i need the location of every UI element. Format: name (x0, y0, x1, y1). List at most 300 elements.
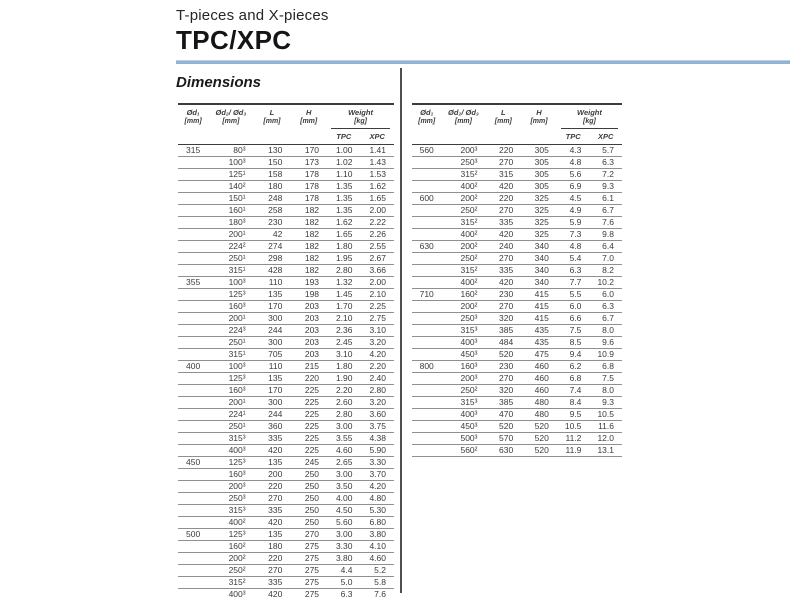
cell-d1: 630 (412, 241, 441, 253)
table-cell: 250 (290, 481, 327, 493)
table-cell: 5.7 (589, 145, 622, 157)
table-cell: 1.41 (361, 145, 395, 157)
table-cell: 225 (290, 433, 327, 445)
table-cell: 400³ (208, 589, 253, 600)
table-cell: 320 (485, 313, 521, 325)
dimensions-table-right (412, 103, 622, 457)
table-row (178, 169, 394, 181)
table-row (178, 421, 394, 433)
cell-d1: 710 (412, 289, 441, 301)
table-cell: 11.6 (589, 421, 622, 433)
table-row (178, 409, 394, 421)
cell-d1 (178, 325, 208, 337)
table-cell: 7.3 (557, 229, 590, 241)
table-cell: 335 (485, 217, 521, 229)
table-cell: 2.10 (327, 313, 360, 325)
table-cell: 4.9 (557, 205, 590, 217)
table-row (412, 181, 622, 193)
table-cell: 315² (441, 217, 485, 229)
table-cell: 250³ (441, 313, 485, 325)
table-cell: 220 (254, 553, 291, 565)
table-cell: 270 (290, 529, 327, 541)
cell-d1: 560 (412, 145, 441, 157)
table-cell: 250² (441, 385, 485, 397)
table-cell: 6.1 (589, 193, 622, 205)
table-cell: 1.65 (327, 229, 360, 241)
table-cell: 305 (521, 181, 557, 193)
table-cell: 5.5 (557, 289, 590, 301)
table-cell: 274 (254, 241, 291, 253)
table-cell: 110 (254, 277, 291, 289)
table-cell: 335 (254, 433, 291, 445)
table-cell: 13.1 (589, 445, 622, 457)
table-cell: 340 (521, 265, 557, 277)
table-cell: 1.70 (327, 301, 360, 313)
table-cell: 100³ (208, 157, 253, 169)
table-cell: 420 (485, 181, 521, 193)
table-cell: 200¹ (208, 229, 253, 241)
table-cell: 10.9 (589, 349, 622, 361)
table-cell: 203 (290, 301, 327, 313)
table-cell: 1.80 (327, 361, 360, 373)
table-cell: 325 (521, 229, 557, 241)
table-cell: 2.00 (361, 277, 395, 289)
table-cell: 7.0 (589, 253, 622, 265)
table-row (412, 409, 622, 421)
table-cell: 224² (208, 241, 253, 253)
table-cell: 1.65 (361, 193, 395, 205)
table-cell: 9.3 (589, 181, 622, 193)
table-cell: 6.3 (589, 301, 622, 313)
table-cell: 480 (521, 409, 557, 421)
table-row (412, 289, 622, 301)
table-cell: 5.9 (557, 217, 590, 229)
table-cell: 160² (441, 289, 485, 301)
cell-d1 (412, 169, 441, 181)
table-cell: 305 (521, 145, 557, 157)
cell-d1: 500 (178, 529, 208, 541)
cell-d1 (412, 217, 441, 229)
table-cell: 6.3 (327, 589, 360, 600)
table-cell: 300 (254, 313, 291, 325)
table-cell: 250 (290, 517, 327, 529)
cell-d1 (412, 325, 441, 337)
table-cell: 315² (208, 577, 253, 589)
table-cell: 4.20 (361, 481, 395, 493)
table-cell: 250 (290, 469, 327, 481)
table-cell: 4.60 (327, 445, 360, 457)
table-row (178, 241, 394, 253)
table-cell: 400² (441, 181, 485, 193)
table-row (178, 553, 394, 565)
table-row (412, 241, 622, 253)
col-header-weight: Weight [kg] (557, 104, 622, 131)
col-header-l: L [mm] (485, 104, 521, 145)
cell-d1 (178, 205, 208, 217)
table-cell: 225 (290, 445, 327, 457)
table-cell: 150 (254, 157, 291, 169)
table-row (178, 397, 394, 409)
table-cell: 250³ (208, 493, 253, 505)
table-cell: 400³ (208, 445, 253, 457)
table-cell: 180³ (208, 217, 253, 229)
table-cell: 5.2 (361, 565, 395, 577)
table-cell: 125³ (208, 529, 253, 541)
cell-d1 (178, 589, 208, 600)
table-cell: 270 (485, 301, 521, 313)
table-cell: 2.80 (361, 385, 395, 397)
table-cell: 6.3 (589, 157, 622, 169)
table-cell: 325 (521, 205, 557, 217)
table-cell: 315² (441, 169, 485, 181)
dimensions-table-left (178, 103, 394, 600)
table-row (412, 169, 622, 181)
cell-d1 (412, 337, 441, 349)
cell-d1 (178, 181, 208, 193)
table-row (178, 565, 394, 577)
table-cell: 200² (441, 193, 485, 205)
cell-d1 (412, 385, 441, 397)
table-cell: 385 (485, 325, 521, 337)
table-cell: 10.2 (589, 277, 622, 289)
table-cell: 200¹ (208, 313, 253, 325)
col-header-d2-d3: Ød₂/ Ød₃ [mm] (208, 104, 253, 145)
table-cell: 110 (254, 361, 291, 373)
cell-d1 (178, 193, 208, 205)
table-cell: 4.4 (327, 565, 360, 577)
table-cell: 250³ (441, 157, 485, 169)
table-cell: 178 (290, 169, 327, 181)
table-cell: 298 (254, 253, 291, 265)
table-cell: 300 (254, 337, 291, 349)
table-cell: 275 (290, 553, 327, 565)
table-row (178, 181, 394, 193)
table-cell: 2.25 (361, 301, 395, 313)
col-header-xpc: XPC (361, 131, 395, 145)
table-cell: 3.20 (361, 397, 395, 409)
table-cell: 160¹ (208, 205, 253, 217)
table-cell: 170 (290, 145, 327, 157)
table-cell: 182 (290, 229, 327, 241)
col-header-xpc: XPC (589, 131, 622, 145)
table-cell: 10.5 (589, 409, 622, 421)
table-cell: 420 (254, 517, 291, 529)
table-row (412, 397, 622, 409)
table-cell: 3.70 (361, 469, 395, 481)
table-cell: 258 (254, 205, 291, 217)
cell-d1 (412, 277, 441, 289)
table-cell: 2.36 (327, 325, 360, 337)
table-cell: 9.4 (557, 349, 590, 361)
table-cell: 230 (485, 289, 521, 301)
product-title: TPC/XPC (176, 25, 292, 55)
cell-d1: 400 (178, 361, 208, 373)
table-cell: 6.9 (557, 181, 590, 193)
table-cell: 275 (290, 541, 327, 553)
table-row (178, 349, 394, 361)
cell-d1 (178, 217, 208, 229)
table-cell: 2.22 (361, 217, 395, 229)
table-cell: 6.0 (589, 289, 622, 301)
table-cell: 3.00 (327, 529, 360, 541)
table-cell: 1.80 (327, 241, 360, 253)
table-cell: 244 (254, 325, 291, 337)
table-cell: 4.00 (327, 493, 360, 505)
cell-d1 (412, 409, 441, 421)
table-cell: 250² (208, 565, 253, 577)
table-cell: 3.20 (361, 337, 395, 349)
table-cell: 3.30 (327, 541, 360, 553)
table-cell: 435 (521, 325, 557, 337)
table-row (178, 325, 394, 337)
table-row (412, 253, 622, 265)
table-cell: 4.8 (557, 157, 590, 169)
table-cell: 135 (254, 373, 291, 385)
table-row (412, 193, 622, 205)
cell-d1 (178, 565, 208, 577)
table-cell: 198 (290, 289, 327, 301)
cell-d1 (178, 229, 208, 241)
table-row (178, 529, 394, 541)
cell-d1 (178, 409, 208, 421)
cell-d1: 355 (178, 277, 208, 289)
table-cell: 3.75 (361, 421, 395, 433)
table-cell: 2.10 (361, 289, 395, 301)
table-cell: 182 (290, 265, 327, 277)
table-cell: 4.3 (557, 145, 590, 157)
table-cell: 270 (485, 205, 521, 217)
table-cell: 182 (290, 241, 327, 253)
table-cell: 135 (254, 289, 291, 301)
cell-d1 (178, 481, 208, 493)
col-header-tpc: TPC (327, 131, 360, 145)
table-cell: 3.00 (327, 421, 360, 433)
table-cell: 480 (521, 397, 557, 409)
table-row (178, 361, 394, 373)
table-row (178, 433, 394, 445)
cell-d1 (178, 349, 208, 361)
table-cell: 7.5 (557, 325, 590, 337)
table-cell: 1.32 (327, 277, 360, 289)
table-row (412, 445, 622, 457)
table-cell: 400² (441, 277, 485, 289)
table-cell: 9.8 (589, 229, 622, 241)
cell-d1 (412, 181, 441, 193)
cell-d1 (178, 397, 208, 409)
cell-d1 (178, 385, 208, 397)
col-header-h: H [mm] (521, 104, 557, 145)
table-cell: 150¹ (208, 193, 253, 205)
table-cell: 182 (290, 205, 327, 217)
table-cell: 400³ (441, 409, 485, 421)
table-cell: 5.0 (327, 577, 360, 589)
table-cell: 3.66 (361, 265, 395, 277)
table-cell: 250² (441, 205, 485, 217)
table-row (178, 277, 394, 289)
table-cell: 9.6 (589, 337, 622, 349)
table-cell: 220 (485, 145, 521, 157)
table-cell: 7.2 (589, 169, 622, 181)
table-cell: 160² (208, 541, 253, 553)
table-cell: 4.80 (361, 493, 395, 505)
table-cell: 415 (521, 289, 557, 301)
table-cell: 125³ (208, 373, 253, 385)
table-cell: 315³ (208, 433, 253, 445)
table-cell: 200³ (441, 373, 485, 385)
table-cell: 460 (521, 361, 557, 373)
col-header-d2-d3: Ød₂/ Ød₃ [mm] (441, 104, 485, 145)
table-header (412, 104, 622, 145)
section-heading: Dimensions (176, 74, 262, 91)
table-cell: 250¹ (208, 337, 253, 349)
cell-d1 (178, 493, 208, 505)
table-cell: 520 (521, 421, 557, 433)
table-cell: 275 (290, 589, 327, 600)
table-cell: 270 (485, 373, 521, 385)
table-row (178, 217, 394, 229)
table-cell: 4.38 (361, 433, 395, 445)
table-cell: 1.53 (361, 169, 395, 181)
table-cell: 100³ (208, 277, 253, 289)
table-cell: 250¹ (208, 421, 253, 433)
table-cell: 460 (521, 385, 557, 397)
table-cell: 428 (254, 265, 291, 277)
table-cell: 275 (290, 577, 327, 589)
table-cell: 520 (485, 349, 521, 361)
table-cell: 245 (290, 457, 327, 469)
table-cell: 203 (290, 349, 327, 361)
cell-d1 (178, 541, 208, 553)
table-row (178, 145, 394, 157)
table-cell: 230 (485, 361, 521, 373)
table-row (412, 313, 622, 325)
table-cell: 3.60 (361, 409, 395, 421)
table-cell: 203 (290, 325, 327, 337)
table-cell: 9.5 (557, 409, 590, 421)
table-cell: 3.00 (327, 469, 360, 481)
table-cell: 1.35 (327, 193, 360, 205)
cell-d1 (412, 157, 441, 169)
table-cell: 335 (254, 505, 291, 517)
table-cell: 8.2 (589, 265, 622, 277)
table-cell: 250¹ (208, 253, 253, 265)
cell-d1 (178, 445, 208, 457)
table-cell: 180 (254, 541, 291, 553)
table-cell: 2.55 (361, 241, 395, 253)
table-cell: 2.67 (361, 253, 395, 265)
table-cell: 220 (290, 373, 327, 385)
cell-d1 (178, 505, 208, 517)
table-row (178, 313, 394, 325)
table-row (178, 517, 394, 529)
table-cell: 10.5 (557, 421, 590, 433)
cell-d1 (178, 337, 208, 349)
table-cell: 6.8 (557, 373, 590, 385)
col-header-h: H [mm] (290, 104, 327, 145)
table-cell: 420 (485, 277, 521, 289)
table-row (178, 265, 394, 277)
table-cell: 225 (290, 421, 327, 433)
table-cell: 335 (254, 577, 291, 589)
cell-d1 (178, 373, 208, 385)
table-cell: 193 (290, 277, 327, 289)
table-cell: 200² (441, 301, 485, 313)
table-cell: 6.4 (589, 241, 622, 253)
table-cell: 6.7 (589, 313, 622, 325)
table-cell: 100³ (208, 361, 253, 373)
table-cell: 182 (290, 217, 327, 229)
cell-d1 (178, 433, 208, 445)
table-cell: 315¹ (208, 349, 253, 361)
cell-d1 (178, 421, 208, 433)
table-cell: 203 (290, 337, 327, 349)
table-cell: 340 (521, 241, 557, 253)
table-cell: 270 (485, 253, 521, 265)
cell-d1 (178, 241, 208, 253)
table-row (178, 493, 394, 505)
table-cell: 3.30 (361, 457, 395, 469)
table-cell: 500³ (441, 433, 485, 445)
table-cell: 1.62 (327, 217, 360, 229)
table-cell: 3.50 (327, 481, 360, 493)
table-cell: 315² (441, 265, 485, 277)
cell-d1 (412, 349, 441, 361)
table-cell: 3.55 (327, 433, 360, 445)
cell-d1: 800 (412, 361, 441, 373)
table-row (178, 541, 394, 553)
table-cell: 325 (521, 193, 557, 205)
table-cell: 8.5 (557, 337, 590, 349)
table-cell: 705 (254, 349, 291, 361)
table-cell: 7.5 (589, 373, 622, 385)
table-cell: 225 (290, 397, 327, 409)
cell-d1 (178, 553, 208, 565)
table-cell: 300 (254, 397, 291, 409)
table-cell: 6.3 (557, 265, 590, 277)
table-cell: 460 (521, 373, 557, 385)
table-cell: 244 (254, 409, 291, 421)
table-cell: 8.0 (589, 385, 622, 397)
table-cell: 135 (254, 457, 291, 469)
table-row (412, 229, 622, 241)
table-cell: 203 (290, 313, 327, 325)
table-cell: 80³ (208, 145, 253, 157)
table-cell: 320 (485, 385, 521, 397)
table-cell: 6.7 (589, 205, 622, 217)
table-cell: 270 (485, 157, 521, 169)
table-row (412, 301, 622, 313)
cell-d1 (412, 205, 441, 217)
table-cell: 12.0 (589, 433, 622, 445)
cell-d1 (412, 373, 441, 385)
table-cell: 2.60 (327, 397, 360, 409)
table-cell: 200² (208, 553, 253, 565)
table-row (412, 277, 622, 289)
table-cell: 170 (254, 301, 291, 313)
table-cell: 225 (290, 385, 327, 397)
table-cell: 420 (254, 445, 291, 457)
table-cell: 178 (290, 193, 327, 205)
table-cell: 520 (521, 445, 557, 457)
table-cell: 3.80 (327, 553, 360, 565)
table-cell: 220 (254, 481, 291, 493)
table-row (412, 349, 622, 361)
table-cell: 140² (208, 181, 253, 193)
table-cell: 2.40 (361, 373, 395, 385)
table-cell: 385 (485, 397, 521, 409)
page-header (176, 7, 329, 54)
table-cell: 5.30 (361, 505, 395, 517)
